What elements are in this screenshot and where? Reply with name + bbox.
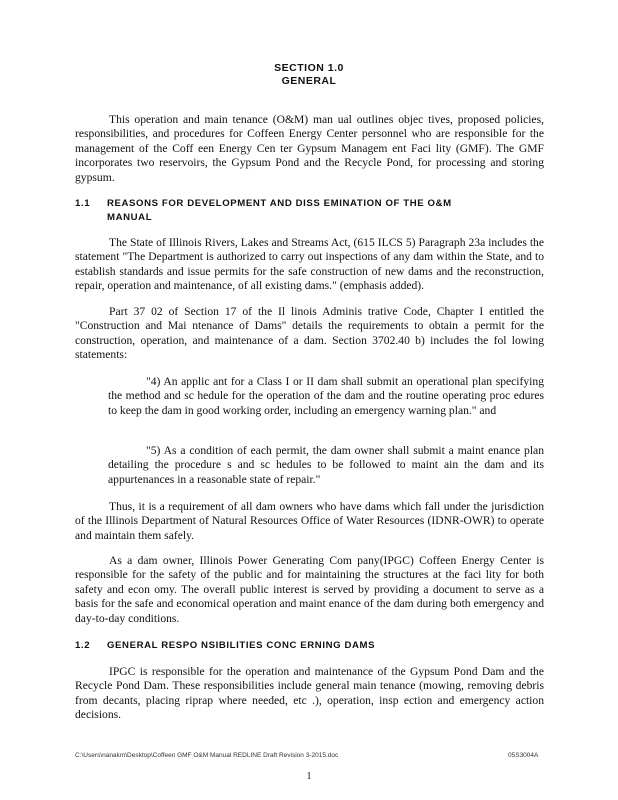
footer-file-path: C:\Users\nanakm\Desktop\Coffeen GMF O&M Manual REDLINE Draft Revision 3-2015.doc <box>75 752 339 759</box>
footer-document-code: 05S3004A <box>508 752 539 759</box>
quote-item-5: "5) As a condition of each permit, the dam owner shall submit a maint enance plan detailing the procedure s and sc hedules to be followed to maint ain the dam and its appurtenances in a reasonable state of repair." <box>108 444 544 486</box>
page-number: 1 <box>306 771 312 782</box>
heading-1-1-number: 1.1 <box>75 198 91 209</box>
section-title: GENERAL <box>281 75 337 87</box>
part-3702-paragraph: Part 37 02 of Section 17 of the Il linois Adminis trative Code, Chapter I entitled the "Construction and Mai ntenance of Dams" details the requirements to obtain a permit for the construction, operation, and maintenance of a dam. Section 3702.40 b) includes the fol lowing statements: <box>75 305 544 362</box>
dam-owner-paragraph: As a dam owner, Illinois Power Generating Com pany(IPGC) Coffeen Energy Center is responsible for the safety of the public and for maintaining the structures at the faci lity for both safety and econ omy. The overall public interest is served by providing a document to serve as a basis for the safe and economical operation and maint enance of the dam during both emergency and day-to-day conditions. <box>75 554 544 625</box>
heading-1-1-line2: MANUAL <box>107 212 153 223</box>
requirement-paragraph: Thus, it is a requirement of all dam owners who have dams which fall under the jurisdiction of the Illinois Department of Natural Resources Office of Water Resources (IDNR-OWR) to operate and maintain them safely. <box>75 500 544 542</box>
quote-item-4: "4) An applic ant for a Class I or II dam shall submit an operational plan specifying the method and sc hedule for the operation of the dam and the routine operating proc edures to keep the dam in good working order, including an emergency warning plan." and <box>108 375 544 417</box>
ipgc-responsibility-paragraph: IPGC is responsible for the operation and maintenance of the Gypsum Pond Dam and the Recycle Pond Dam. These responsibilities include general main tenance (mowing, removing debris from decants, placing riprap where needed, etc .), operation, insp ection and emergency action decisions. <box>75 665 544 722</box>
section-number: SECTION 1.0 <box>274 62 344 74</box>
heading-1-1-line1: REASONS FOR DEVELOPMENT AND DISS EMINATION OF THE O&M <box>107 198 452 209</box>
heading-1-2-line1: GENERAL RESPO NSIBILITIES CONC ERNING DAMS <box>107 640 376 651</box>
intro-paragraph: This operation and main tenance (O&M) man ual outlines objec tives, proposed policies, responsibilities, and procedures for Coffeen Energy Center personnel who are responsible for the management of the Coff een Energy Cen ter Gypsum Managem ent Faci lity (GMF). The GMF incorporates two reservoirs, the Gypsum Pond and the Recycle Pond, for processing and storing gypsum. <box>75 113 544 184</box>
heading-1-2 <box>75 639 544 653</box>
state-act-paragraph: The State of Illinois Rivers, Lakes and Streams Act, (615 ILCS 5) Paragraph 23a includes the statement "The Department is authorized to carry out inspections of any dam within the State, and to establish standards and issue permits for the safe construction of new dams and the reconstruction, repair, operation and maintenance, of all existing dams." (emphasis added). <box>75 236 544 293</box>
heading-1-1 <box>75 197 544 225</box>
heading-1-2-number: 1.2 <box>75 640 91 651</box>
